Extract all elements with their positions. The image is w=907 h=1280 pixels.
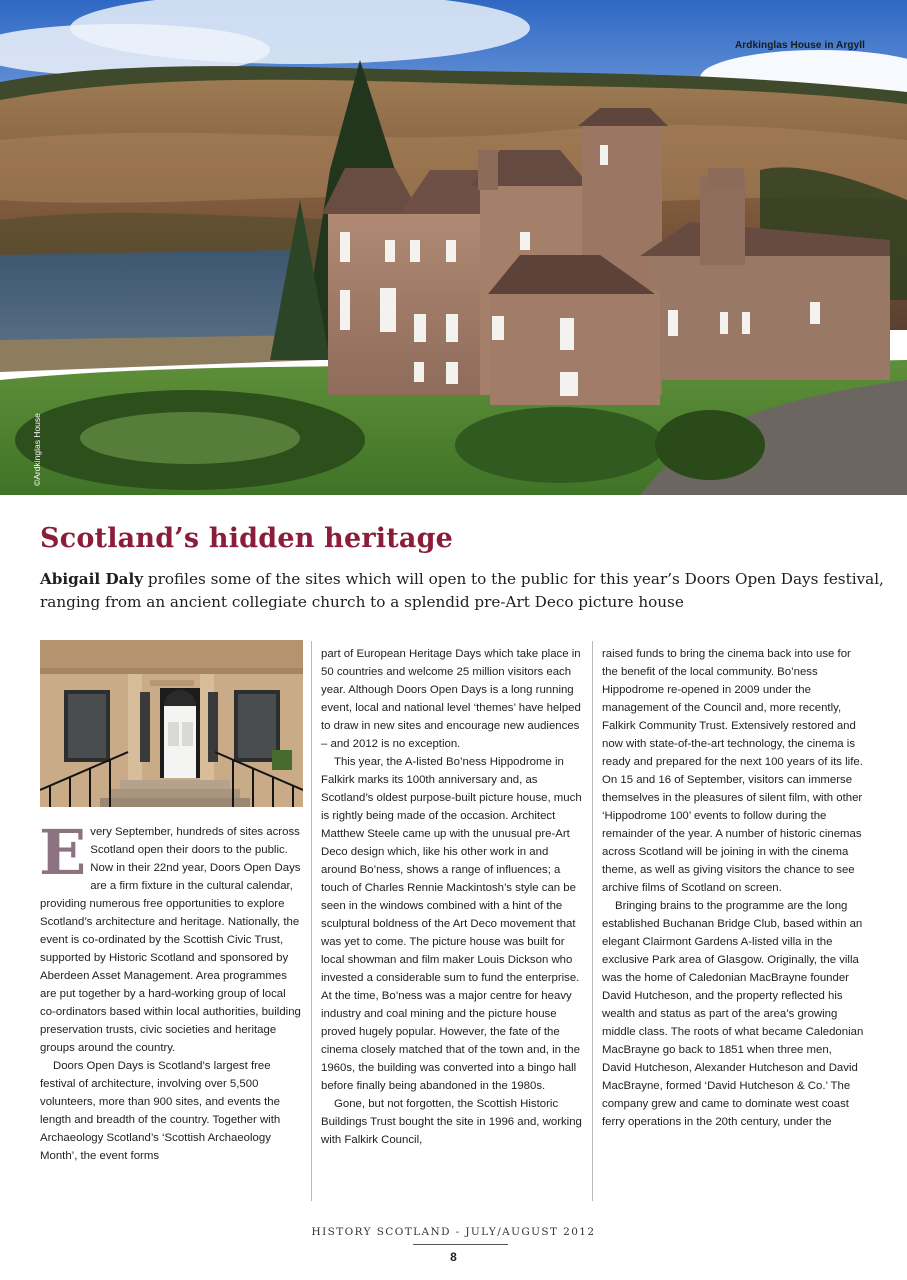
doorway-photo — [40, 640, 303, 807]
paragraph: Bringing brains to the programme are the long established Buchanan Bridge Club, based within an elegant Clairmont Gardens A-listed villa in the exclusive Park area of Glasgow. Originally, the villa was the home of Caledonian MacBrayne founder David Hutcheson, and the property reflected his wealth and status as part of the area’s growing middle class. The roots of what became Caledonian MacBrayne go back to 1851 when three men, David Hutcheson, Alexander Hutcheson and David MacBrayne, formed ‘David Hutcheson & Co.’ The company grew and came to dominate west coast ferry operations in the 20th century, under the — [602, 900, 864, 1128]
page-number: 8 — [450, 1250, 457, 1264]
footer-divider — [413, 1244, 508, 1245]
photo-credit: ©Ardkinglas House — [32, 413, 42, 486]
photo-caption: Ardkinglas House in Argyll — [734, 40, 865, 51]
paragraph: This year, the A-listed Bo’ness Hippodrome in Falkirk marks its 100th anniversary and, as Scotland’s oldest purpose-built picture house, much is rightly being made of the occasion. Architect Matthew Steele came up with the unusual pre-Art Deco design which, like his other work in and around Bo’ness, shows a range of influences; a touch of Charles Rennie Mackintosh’s style can be seen in the windows combined with a hint of the sculptural boldness of the Art Deco movement that was yet to come. The picture house was built for local showman and film maker Louis Dickson who invested a considerable sum to fund the enterprise. At the time, Bo’ness was a major centre for heavy industry and coal mining and the picture house proved hugely popular. However, the fate of the cinema closely matched that of the town and, in the 1960s, the building was converted into a bingo hall before finally being abandoned in the 1980s. — [321, 756, 582, 1092]
paragraph: very September, hundreds of sites across Scotland open their doors to the public. Now in their 22nd year, Doors Open Days are a firm fixture in the cultural calendar, providing numerous free opportunities to explore Scotland’s architecture and heritage. Nationally, the event is co-ordinated by the Scottish Civic Trust, supported by Historic Scotland and sponsored by Aberdeen Asset Management. Area programmes are put together by a hard-working group of local co-ordinators based within local authorities, building preservation trusts, civic societies and heritage groups around the country. — [40, 826, 301, 1054]
column-divider — [311, 641, 312, 1201]
villa-doorway-image — [40, 640, 303, 807]
hero-photo — [0, 0, 907, 495]
column-divider — [592, 641, 593, 1201]
drop-cap: E — [39, 816, 87, 889]
author-name: Abigail Daly — [40, 570, 144, 588]
paragraph: Doors Open Days is Scotland’s largest free festival of architecture, involving over 5,500 volunteers, more than 900 sites, and events the length and breadth of the country. Together with Archaeology Scotland’s ‘Scottish Archaeology Month’, the event forms — [40, 1060, 281, 1162]
standfirst-text: profiles some of the sites which will open to the public for this year’s Doors Open Days festival, ranging from an ancient collegiate church to a splendid pre-Art Deco picture house — [40, 570, 884, 611]
article-column-1 — [39, 816, 302, 1165]
article-column-3 — [602, 645, 864, 1131]
ardkinglas-house-image — [0, 0, 907, 495]
paragraph: raised funds to bring the cinema back into use for the benefit of the local community. Bo’ness Hippodrome re-opened in 2009 under the management of the Council and, more recently, Falkirk Community Trust. Extensively restored and now with state-of-the-art technology, the cinema is ready and prepared for the next 100 years of its life. On 15 and 16 of September, visitors can immerse themselves in the pleasures of silent film, with other ‘Hippodrome 100’ events to follow during the remainder of the year. A number of historic cinemas across Scotland will be joining in with the cinema theme, as well as giving visitors the chance to see archive films of Scotland on screen. — [602, 648, 863, 894]
paragraph: part of European Heritage Days which take place in 50 countries and welcome 25 million visitors each year. Although Doors Open Days is a long running event, local and national level ‘themes’ have helped to draw in new sites and encourage new audiences – and 2012 is no exception. — [321, 648, 581, 750]
article-standfirst — [40, 568, 890, 614]
article-column-2 — [321, 645, 583, 1149]
publication-footer: HISTORY SCOTLAND - JULY/AUGUST 2012 — [311, 1226, 596, 1238]
article-title: Scotland’s hidden heritage — [40, 523, 454, 554]
paragraph: Gone, but not forgotten, the Scottish Historic Buildings Trust bought the site in 1996 and, working with Falkirk Council, — [321, 1098, 582, 1146]
